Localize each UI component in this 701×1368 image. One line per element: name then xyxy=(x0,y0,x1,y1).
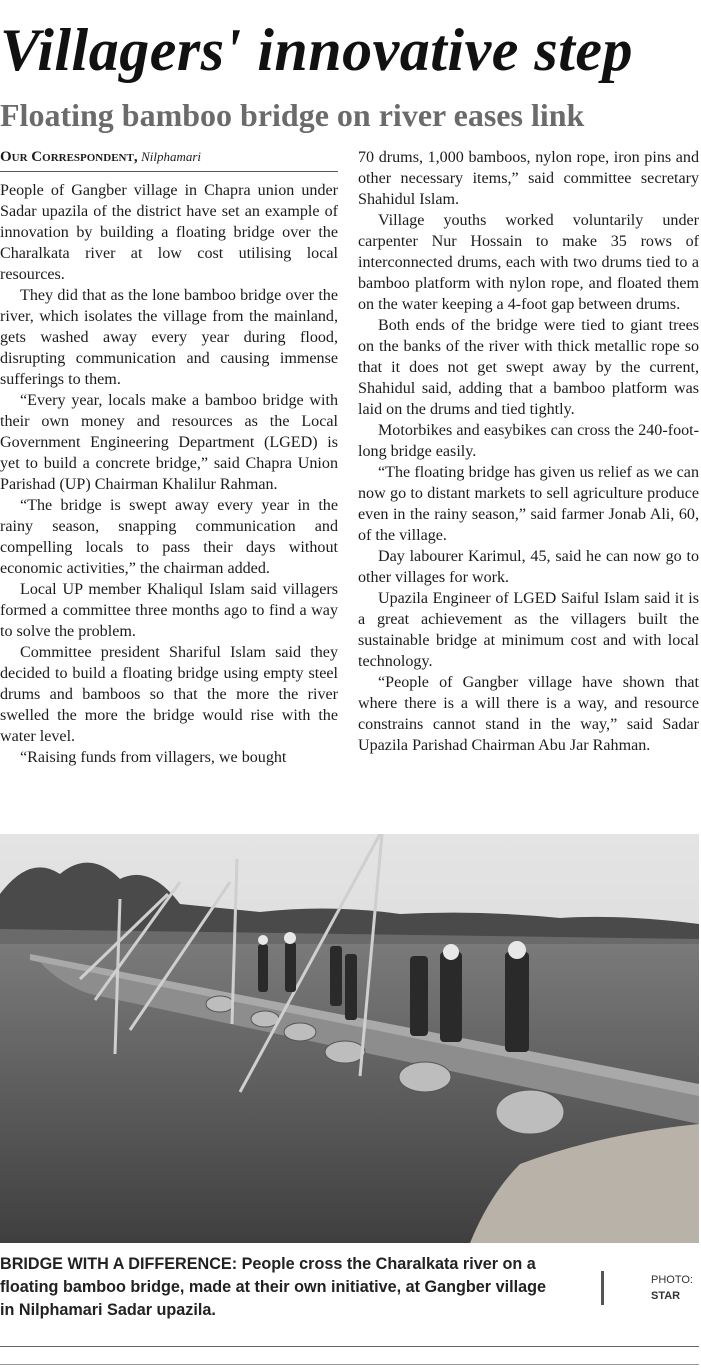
photo-caption xyxy=(0,1253,560,1322)
paragraph: “The floating bridge has given us relief as we can now go to distant markets to sell agriculture produce even in the rainy season,” said farmer Jonab Ali, 60, of the village. xyxy=(358,464,699,544)
paragraph: “Raising funds from villagers, we bought xyxy=(20,749,287,766)
bottom-rule xyxy=(0,1346,699,1347)
paragraph: Motorbikes and easybikes can cross the 240-foot-long bridge easily. xyxy=(358,422,699,460)
credit-divider xyxy=(601,1271,604,1305)
paragraph: Committee president Shariful Islam said they decided to build a floating bridge using empty steel drums and bamboos so that the more the river swelled the more the bridge would rise with the water level. xyxy=(0,644,338,745)
paragraph: They did that as the lone bamboo bridge over the river, which isolates the village from the mainland, gets washed away every year during flood, disrupting communication and causing immense sufferings to them. xyxy=(0,287,338,388)
article-column-left xyxy=(0,180,338,768)
bottom-rule xyxy=(0,1364,699,1365)
byline-location: Nilphamari xyxy=(141,149,202,164)
credit-source: STAR xyxy=(651,1290,681,1302)
photo-credit xyxy=(651,1272,701,1304)
credit-label: PHOTO: xyxy=(651,1274,693,1286)
article-column-right xyxy=(358,147,699,756)
news-photo xyxy=(0,834,699,1243)
subheadline: Floating bamboo bridge on river eases link xyxy=(0,97,585,133)
byline-author: Our Correspondent, xyxy=(0,149,138,165)
paragraph: Both ends of the bridge were tied to giant trees on the banks of the river with thick metallic rope so that it does not get swept away by the current, Shahidul said, adding that a bamboo platform was laid on the drums and tied tightly. xyxy=(358,317,699,418)
byline xyxy=(0,147,338,172)
paragraph: “People of Gangber village have shown that where there is a will there is a way, and resource constrains cannot stand in the way,” said Sadar Upazila Parishad Chairman Abu Jar Rahman. xyxy=(358,674,699,754)
paragraph: “Every year, locals make a bamboo bridge with their own money and resources as the Local Government Engineering Department (LGED) is yet to build a concrete bridge,” said Chapra Union Parishad (UP) Chairman Khalilur Rahman. xyxy=(0,392,338,493)
paragraph: Local UP member Khaliqul Islam said villagers formed a committee three months ago to find a way to solve the problem. xyxy=(0,581,338,640)
paragraph: Day labourer Karimul, 45, said he can now go to other villages for work. xyxy=(358,548,699,586)
paragraph: Village youths worked voluntarily under carpenter Nur Hossain to make 35 rows of interconnected drums, each with two drums tied to a bamboo platform with nylon rope, and floated them on the water keeping a 4-foot gap between drums. xyxy=(358,212,699,313)
headline: Villagers' innovative step xyxy=(0,17,634,83)
caption-lead: BRIDGE WITH A DIFFERENCE: xyxy=(0,1255,238,1273)
paragraph: Upazila Engineer of LGED Saiful Islam said it is a great achievement as the villagers built the sustainable bridge at minimum cost and with local technology. xyxy=(358,590,699,670)
caption-text: People cross the Charalkata river on a floating bamboo bridge, made at their own initiative, at Gangber village in Nilphamari Sadar upazila. xyxy=(0,1255,546,1319)
paragraph: “The bridge is swept away every year in the rainy season, snapping communication and compelling locals to pass their days without economic activities,” the chairman added. xyxy=(0,497,338,577)
paragraph: People of Gangber village in Chapra union under Sadar upazila of the district have set an example of innovation by building a floating bridge over the Charalkata river at low cost utilising local resources. xyxy=(0,182,338,283)
paragraph: 70 drums, 1,000 bamboos, nylon rope, iron pins and other necessary items,” said committee secretary Shahidul Islam. xyxy=(358,149,699,208)
